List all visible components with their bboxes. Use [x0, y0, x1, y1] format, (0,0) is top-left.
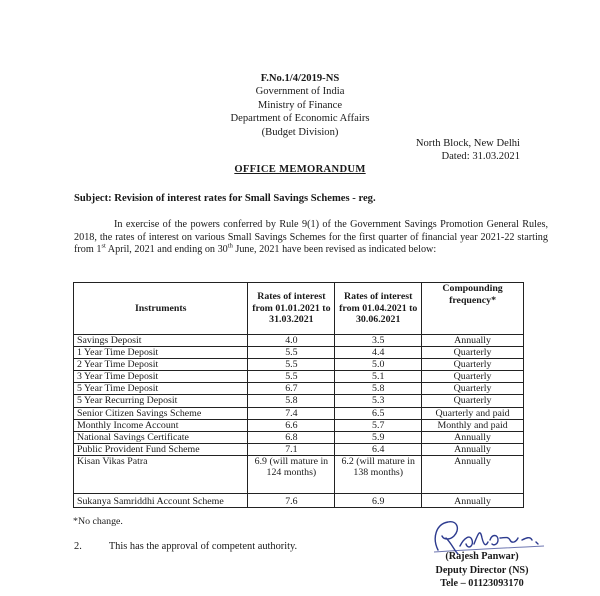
- para-text-1: In exercise of the powers conferred by Rule 9(1) of the Government Savings Promotion General Rules, 2018, the rates of interest on various Small Savings Schemes for the first quarter of financial year 2021-22 starting from 1: [74, 219, 548, 256]
- table-row: [74, 359, 524, 371]
- signatory-telephone: Tele – 01123093170: [440, 578, 524, 590]
- table-cell: Quarterly: [422, 359, 524, 371]
- table-cell: Annually: [422, 335, 524, 347]
- table-cell: Monthly Income Account: [74, 419, 248, 431]
- letterhead-line-4: (Budget Division): [261, 126, 339, 138]
- rates-table: [73, 282, 524, 508]
- table-row: [74, 335, 524, 347]
- para-sup-1: st: [101, 242, 106, 250]
- table-row: [74, 443, 524, 455]
- table-cell: 6.8: [248, 431, 335, 443]
- table-cell: Kisan Vikas Patra: [74, 455, 248, 493]
- table-cell: 5 Year Recurring Deposit: [74, 395, 248, 407]
- table-cell: 3 Year Time Deposit: [74, 371, 248, 383]
- table-cell: 1 Year Time Deposit: [74, 347, 248, 359]
- column-header: Instruments: [74, 283, 248, 335]
- table-cell: 6.5: [335, 407, 422, 419]
- table-row: [74, 431, 524, 443]
- table-cell: Annually: [422, 443, 524, 455]
- table-row: [74, 493, 524, 507]
- table-cell: National Savings Certificate: [74, 431, 248, 443]
- signatory-designation: Deputy Director (NS): [435, 564, 529, 576]
- address-block: [416, 137, 520, 164]
- table-cell: 5.8: [335, 383, 422, 395]
- table-row: [74, 419, 524, 431]
- table-cell: 5.5: [248, 371, 335, 383]
- point-2: [74, 541, 297, 552]
- table-cell: Annually: [422, 431, 524, 443]
- point-number: 2.: [74, 541, 82, 552]
- letterhead: [0, 72, 600, 139]
- subject-line: Subject: Revision of interest rates for Small Savings Schemes - reg.: [74, 193, 376, 204]
- table-cell: 6.2 (will mature in 138 months): [335, 455, 422, 493]
- table-row: [74, 455, 524, 493]
- point-text: This has the approval of competent authority.: [108, 541, 298, 552]
- signature-block: [424, 550, 540, 591]
- table-cell: Quarterly: [422, 347, 524, 359]
- date: Dated: 31.03.2021: [441, 151, 520, 163]
- table-cell: 5.1: [335, 371, 422, 383]
- table-row: [74, 395, 524, 407]
- table-cell: 7.4: [248, 407, 335, 419]
- table-cell: 6.9 (will mature in 124 months): [248, 455, 335, 493]
- table-cell: Public Provident Fund Scheme: [74, 443, 248, 455]
- table-cell: Quarterly: [422, 383, 524, 395]
- column-header: Compounding frequency*: [422, 283, 524, 335]
- table-cell: Annually: [422, 493, 524, 507]
- table-cell: Quarterly: [422, 395, 524, 407]
- table-cell: 7.6: [248, 493, 335, 507]
- para-sup-2: th: [227, 242, 233, 250]
- memo-title: OFFICE MEMORANDUM: [234, 164, 366, 175]
- table-cell: Savings Deposit: [74, 335, 248, 347]
- table-header-row: [74, 283, 524, 335]
- table-row: [74, 407, 524, 419]
- body-paragraph: [74, 219, 548, 257]
- table-cell: 4.0: [248, 335, 335, 347]
- table-cell: 3.5: [335, 335, 422, 347]
- table-cell: 5.8: [248, 395, 335, 407]
- table-cell: 5.5: [248, 347, 335, 359]
- table-row: [74, 347, 524, 359]
- para-text-3: June, 2021 have been revised as indicated below:: [232, 244, 437, 256]
- table-cell: 6.7: [248, 383, 335, 395]
- table-cell: 5.0: [335, 359, 422, 371]
- table-cell: 6.4: [335, 443, 422, 455]
- table-cell: 5.7: [335, 419, 422, 431]
- para-text-2: April, 2021 and ending on 30: [105, 244, 228, 256]
- table-cell: 6.9: [335, 493, 422, 507]
- column-header: Rates of interest from 01.04.2021 to 30.06.2021: [335, 283, 422, 335]
- letterhead-line-2: Ministry of Finance: [257, 99, 343, 111]
- table-cell: 5.3: [335, 395, 422, 407]
- place: North Block, New Delhi: [415, 138, 520, 149]
- table-cell: Monthly and paid: [422, 419, 524, 431]
- table-cell: 2 Year Time Deposit: [74, 359, 248, 371]
- table-cell: Annually: [422, 455, 524, 493]
- file-number: F.No.1/4/2019-NS: [260, 73, 340, 84]
- table-row: [74, 383, 524, 395]
- table-cell: Quarterly: [422, 371, 524, 383]
- table-cell: 5 Year Time Deposit: [74, 383, 248, 395]
- letterhead-line-3: Department of Economic Affairs: [230, 113, 370, 125]
- table-cell: 4.4: [335, 347, 422, 359]
- column-header: Rates of interest from 01.01.2021 to 31.03.2021: [248, 283, 335, 335]
- table-cell: 5.9: [335, 431, 422, 443]
- table-cell: Senior Citizen Savings Scheme: [74, 407, 248, 419]
- signatory-name: (Rajesh Panwar): [445, 551, 519, 562]
- table-row: [74, 371, 524, 383]
- table-cell: 6.6: [248, 419, 335, 431]
- table-cell: Sukanya Samriddhi Account Scheme: [74, 493, 248, 507]
- table-cell: 5.5: [248, 359, 335, 371]
- table-cell: Quarterly and paid: [422, 407, 524, 419]
- letterhead-line-1: Government of India: [255, 86, 345, 98]
- footnote: *No change.: [73, 516, 123, 527]
- table-cell: 7.1: [248, 443, 335, 455]
